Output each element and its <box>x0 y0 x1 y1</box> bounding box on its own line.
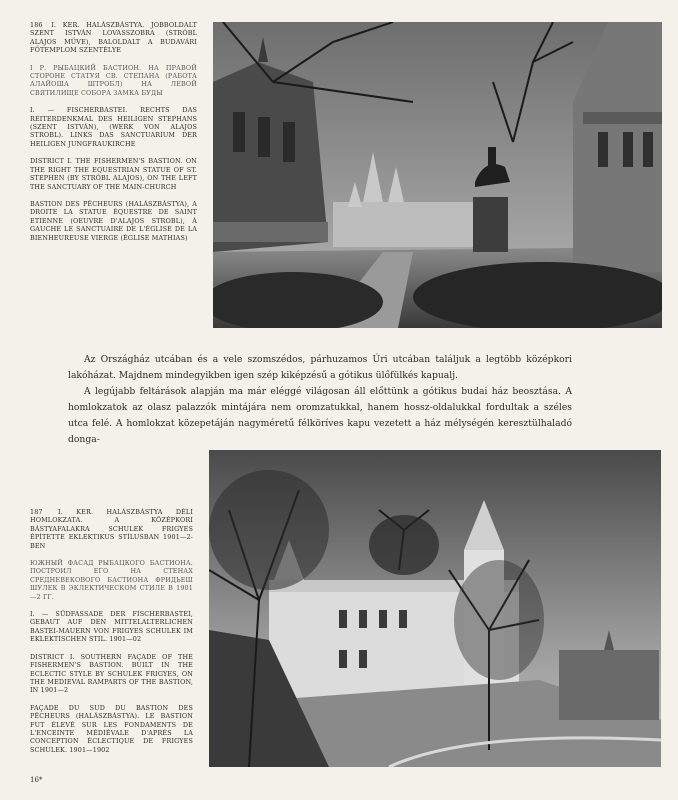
caption-187-hu-text: I. KER. HALÁSZBÁSTYA DÉLI HOMLOKZATA. A KÖZÉPKORI BÁSTYAFALAKRA SCHULEK FRIGYES ÉPÍTETTE EKLEKTIKUS STÍLUSBAN 1901—2-BEN <box>30 508 193 550</box>
body-paragraph-2: A legújabb feltárások alapján ma már eléggé világosan áll előttünk a gótikus budai ház beosztása. A homlokzatok az olasz palazzók mintájára nem oromzatukkal, hanem hossz-oldalukkal fordultak a széles utca felé. A homlokzat közepetáján nagyméretű félköríves kapu vezetett a ház mélységén keresztülhaladó donga- <box>68 386 572 445</box>
page-number: 16* <box>30 776 43 784</box>
photo-186-illustration <box>213 22 662 328</box>
caption-187-de: I. — SÜDFASSADE DER FISCHERBASTEI, GEBAUT AUF DEN MITTELALTERLICHEN BASTEI-MAUERN VON FRIGYES SCHULEK IM EKLEKTISCHEN STIL. 1901—02 <box>30 610 193 644</box>
body-paragraph-1: Az Országház utcában és a vele szomszédos, párhuzamos Úri utcában találjuk a legtöbb középkori lakóházat. Majdnem mindegyikben igen szép kiképzésű a gótikus ülőfülkés kapualj. <box>68 354 572 381</box>
caption-186-number: 186 <box>30 21 43 29</box>
photo-fishermens-bastion-statue <box>213 22 662 328</box>
caption-187 <box>30 508 193 763</box>
caption-186-en: DISTRICT I. THE FISHERMEN'S BASTION. ON THE RIGHT THE EQUESTRIAN STATUE OF ST. STEPHEN (BY STRÓBL ALAJOS), ON THE LEFT THE SANCTUARY OF THE MAIN-CHURCH <box>30 157 197 191</box>
caption-186-hu-text: I. KER. HALÁSZBÁSTYA. JOBBOLDALT SZENT ISTVÁN LOVASSZOBRA (STRÓBL ALAJOS MŰVE), BALOLDALT A BUDAVÁRI FŐTEMPLOM SZENTÉLYE <box>30 21 198 55</box>
caption-187-ru: ЮЖНЫЙ ФАСАД РЫБАЦКОГО БАСТИОНА. ПОСТРОИЛ ЕГО НА СТЕНАХ СРЕДНЕВЕКОВОГО БАСТИОНА ФРИДЬЕШ ШУЛЕК В ЭКЛЕКТИЧЕСКОМ СТИЛЕ В 1901—2 ГГ. <box>30 559 193 601</box>
caption-187-number: 187 <box>30 508 43 516</box>
caption-186-ru: I Р. РЫБАЦКИЙ БАСТИОН. НА ПРАВОЙ СТОРОНЕ СТАТУЯ СВ. СТЕПАНА (РАБОТА АЛАЙОША ШТРОБЛ) НА ЛЕВОЙ СВЯТИЛИЩЕ СОБОРА ЗАМКА БУДЫ <box>30 63 197 97</box>
caption-186 <box>30 21 197 251</box>
body-text <box>68 352 572 448</box>
caption-186-de: I. — FISCHERBASTEI. RECHTS DAS REITERDENKMAL DES HEILIGEN STEPHANS (SZENT ISTVÁN), (WERK VON ALAJOS STROBL). LINKS DAS SANCTUARIUM DER HEILIGEN JUNGFRAUKIRCHE <box>30 106 197 148</box>
caption-187-en: DISTRICT I. SOUTHERN FAÇADE OF THE FISHERMEN'S BASTION. BUILT IN THE ECLECTIC STYLE BY SCHULEK FRIGYES, ON THE MEDIEVAL RAMPARTS OF THE BASTION, IN 1901—2 <box>30 652 193 695</box>
photo-fishermens-bastion-south-facade <box>209 450 661 767</box>
photo-187-illustration <box>209 450 661 767</box>
caption-186-hu <box>30 21 197 55</box>
caption-186-fr: BASTION DES PÊCHEURS (HALÁSZBÁSTYA), A DROITE LA STATUE ÉQUESTRE DE SAINT ETIENNE (OEUVRE D'ALAJOS STROBL), À GAUCHE LE SANCTUAIRE DE L'ÉGLISE DE LA BIENHEUREUSE VIERGE (ÉGLISE MATHIAS) <box>30 199 197 242</box>
caption-187-fr: FAÇADE DU SUD DU BASTION DES PÊCHEURS (HALÁSZBÁSTYA). LE BASTION FUT ÉLEVÉ SUR LES FONDAMENTS DE L'ENCEINTE MÉDIÉVALE D'APRÈS LA CONCEPTION ÉCLECTIQUE DE FRIGYES SCHULEK. 1901—1902 <box>30 703 193 754</box>
caption-187-hu <box>30 508 193 550</box>
